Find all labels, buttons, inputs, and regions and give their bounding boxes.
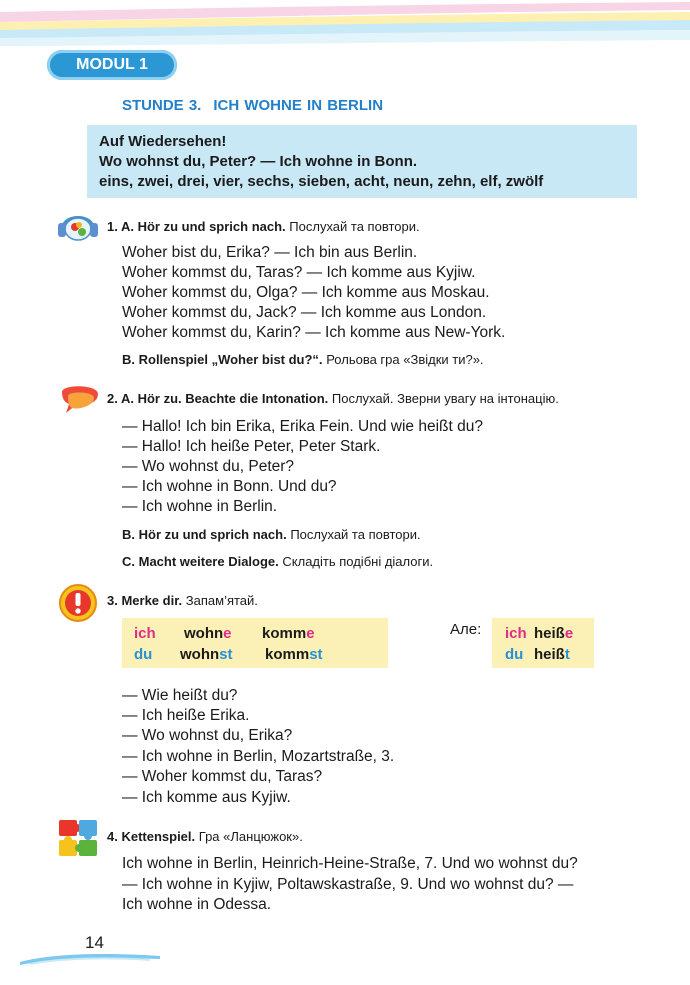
grammar-box-heissen [492, 618, 594, 668]
task2-c-de: C. Macht weitere Dialoge. [122, 554, 279, 569]
stem-heiss: heiß [534, 646, 565, 663]
speech-bubble-icon [58, 382, 102, 416]
task4-heading [107, 829, 303, 844]
page-number: 14 [85, 933, 104, 952]
stem-heiss: heiß [534, 625, 565, 642]
task2-c-ua: Складіть подібні діалоги. [282, 554, 434, 569]
exclamation-icon [58, 583, 98, 623]
task2-b-de: B. Hör zu und sprich nach. [122, 527, 287, 542]
task2-line-3: — Wo wohnst du, Peter? [122, 458, 295, 475]
lesson-number: STUNDE 3. [122, 97, 202, 114]
lesson-name: ICH WOHNE IN BERLIN [213, 97, 384, 114]
info-line-2: Wo wohnst du, Peter? — Ich wohne in Bonn. [99, 153, 418, 170]
ending-e: e [223, 625, 232, 642]
task4-heading-ua: Гра «Ланцюжок». [198, 829, 303, 844]
verb-kommst [265, 646, 323, 663]
task2-heading [107, 391, 559, 406]
task1-b-ua: Рольова гра «Звідки ти?». [326, 352, 484, 367]
task2-line-4: — Ich wohne in Bonn. Und du? [122, 478, 337, 495]
verb-heisst [534, 646, 570, 663]
task3-line-5: — Woher kommst du, Taras? [122, 768, 323, 785]
footer-wave [20, 948, 160, 966]
task3-line-3: — Wo wohnst du, Erika? [122, 727, 293, 744]
task2-line-2: — Hallo! Ich heiße Peter, Peter Stark. [122, 438, 381, 455]
task4-line-2: — Ich wohne in Kyjiw, Poltawskastraße, 9. Und wo wohnst du? — [122, 876, 574, 893]
grammar-box-wohnen [122, 618, 388, 668]
task3-heading-ua: Запам’ятай. [185, 593, 258, 608]
lesson-title [122, 97, 383, 114]
task1-line-1: Woher bist du, Erika? — Ich bin aus Berlin. [122, 244, 418, 261]
task1-heading-ua: Послухай та повтори. [289, 219, 420, 234]
task3-line-2: — Ich heiße Erika. [122, 707, 250, 724]
headphones-icon [55, 208, 101, 244]
task3-line-6: — Ich komme aus Kyjiw. [122, 789, 291, 806]
task1-heading-de: 1. A. Hör zu und sprich nach. [107, 219, 286, 234]
task3-heading-de: 3. Merke dir. [107, 593, 183, 608]
ending-st: st [219, 646, 233, 663]
puzzle-icon [57, 818, 101, 860]
info-line-1: Auf Wiedersehen! [99, 133, 227, 150]
aber-label: Але: [450, 621, 482, 638]
verb-heisse [534, 625, 573, 642]
task2-b-ua: Послухай та повтори. [290, 527, 421, 542]
info-line-3: eins, zwei, drei, vier, sechs, sieben, acht, neun, zehn, elf, zwölf [99, 173, 544, 190]
task2-heading-de: 2. A. Hör zu. Beachte die Intonation. [107, 391, 329, 406]
task3-heading [107, 593, 258, 608]
task4-heading-de: 4. Kettenspiel. [107, 829, 196, 844]
task1-heading [107, 219, 420, 234]
task1-line-2: Woher kommst du, Taras? — Ich komme aus Kyjiw. [122, 264, 476, 281]
info-box [87, 125, 637, 198]
task4-line-1: Ich wohne in Berlin, Heinrich-Heine-Straße, 7. Und wo wohnst du? [122, 855, 578, 872]
ending-e: e [306, 625, 315, 642]
task2-c [122, 554, 433, 569]
task1-b [122, 352, 484, 367]
module-badge: MODUL 1 [47, 50, 177, 80]
task2-b [122, 527, 421, 542]
task4-line-3: Ich wohne in Odessa. [122, 896, 272, 913]
ending-t: t [564, 646, 570, 663]
pronoun-du: du [134, 646, 153, 663]
stem-komm: komm [265, 646, 310, 663]
stem-wohn: wohn [184, 625, 224, 642]
task1-line-3: Woher kommst du, Olga? — Ich komme aus Moskau. [122, 284, 490, 301]
ending-st: st [309, 646, 323, 663]
task2-line-1: — Hallo! Ich bin Erika, Erika Fein. Und wie heißt du? [122, 418, 483, 435]
ending-e: e [564, 625, 574, 642]
verb-wohne [184, 625, 232, 642]
verb-komme [262, 625, 315, 642]
verb-wohnst [180, 646, 233, 663]
task3-line-1: — Wie heißt du? [122, 687, 238, 704]
pronoun-ich: ich [134, 625, 156, 642]
task3-line-4: — Ich wohne in Berlin, Mozartstraße, 3. [122, 748, 395, 765]
stem-wohn: wohn [180, 646, 220, 663]
task1-line-4: Woher kommst du, Jack? — Ich komme aus London. [122, 304, 487, 321]
task2-line-5: — Ich wohne in Berlin. [122, 498, 278, 515]
task2-heading-ua: Послухай. Зверни увагу на інтонацію. [331, 391, 559, 406]
task1-b-de: B. Rollenspiel „Woher bist du?“. [122, 352, 323, 367]
stem-komm: komm [262, 625, 307, 642]
task1-line-5: Woher kommst du, Karin? — Ich komme aus New-York. [122, 324, 506, 341]
pronoun-du: du [505, 646, 524, 663]
pronoun-ich: ich [505, 625, 527, 642]
